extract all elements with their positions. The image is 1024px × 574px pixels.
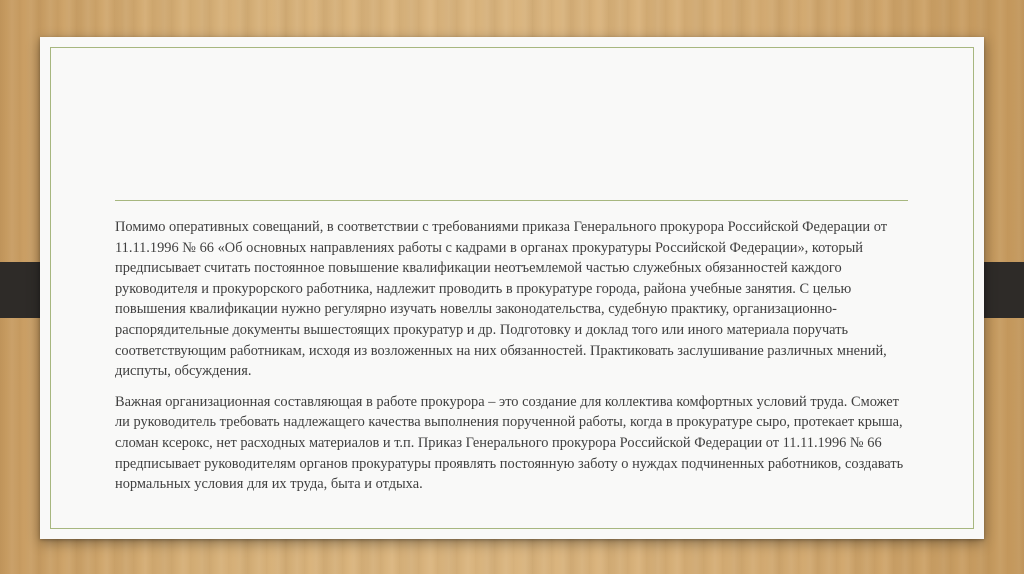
body-paragraph-2: Важная организационная составляющая в работе прокурора – это создание для коллектива комфортных условий труда. Сможет ли руководитель требовать надлежащего качества выполнения порученной работы, когда в прокуратуре сыро, протекает крыша, сломан ксерокс, нет расходных материалов и т.п. Приказ Генерального прокурора Российской Федерации от 11.11.1996 № 66 предписывает руководителям органов прокуратуры проявлять постоянную заботу о нуждах подчиненных работников, создавать нормальных условия для их труда, быта и отдыха. <box>115 393 904 493</box>
body-paragraph-1: Помимо оперативных совещаний, в соответствии с требованиями приказа Генерального прокурора Российской Федерации от 11.11.1996 № 66 «Об основных направлениях работы с кадрами в органах прокуратуры Российской Федерации», который предписывает считать постоянное повышение квалификации неотъемлемой частью служебных обязанностей каждого руководителя и прокурорского работника, надлежит проводить в прокуратуре города, района учебные занятия. С целью повышения квалификации нужно регулярно изучать новеллы законодательства, судебную практику, организационно-распорядительные документы вышестоящих прокуратур и др. Подготовку и доклад того или иного материала поручать соответствующим работникам, исходя из возложенных на них обязанностей. Практиковать заслушивание различных мнений, диспуты, обсуждения. <box>115 219 888 380</box>
slide-card <box>40 37 984 539</box>
title-divider-line <box>115 200 908 201</box>
slide-body <box>115 217 915 505</box>
